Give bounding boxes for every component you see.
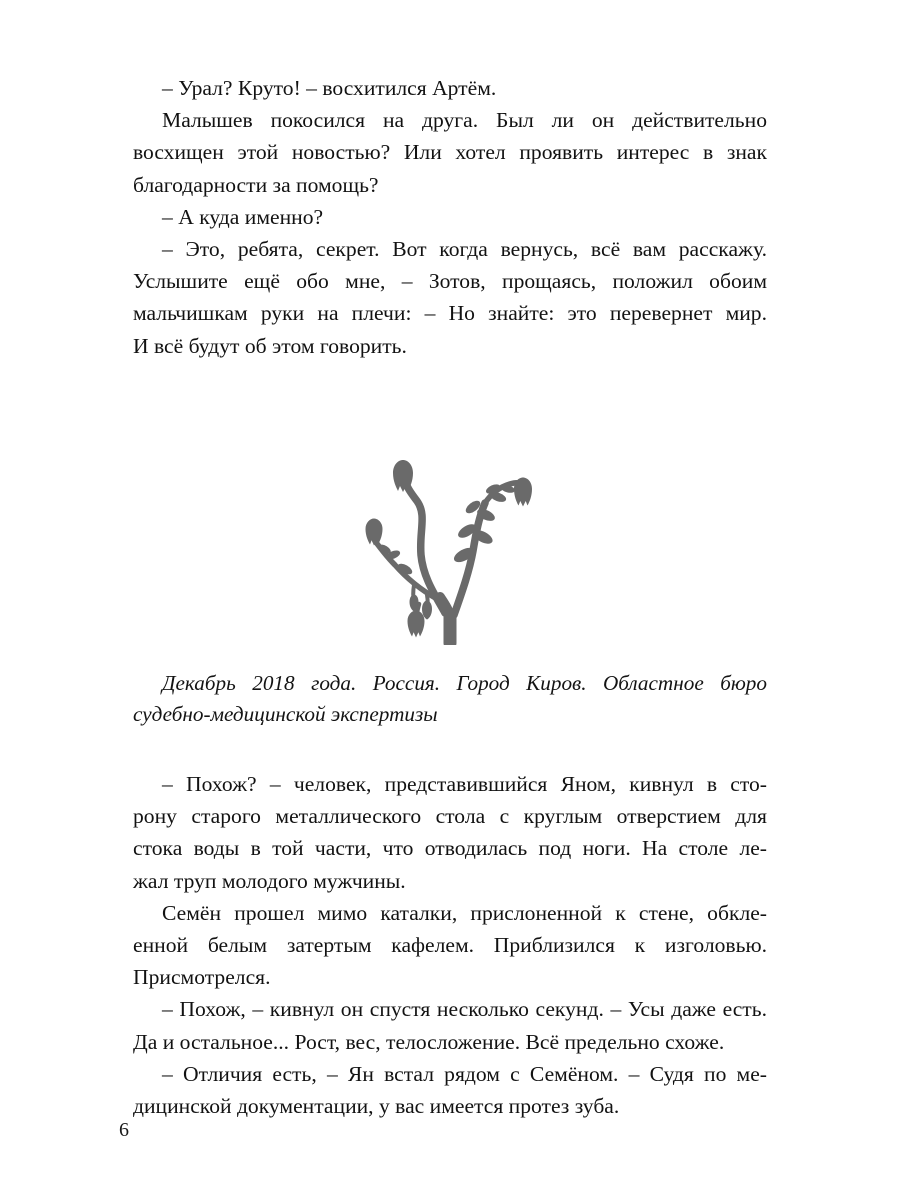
text-line: Семён прошел мимо каталки, прислоненной к стене, обкле-: [162, 900, 767, 925]
bottom-text-block: [133, 768, 767, 1122]
text-line: восхищен этой новостью? Или хотел проявить интерес в знак: [133, 140, 767, 165]
paragraph: [133, 1058, 767, 1122]
paragraph: [133, 768, 767, 897]
section-divider-ornament: [0, 437, 900, 652]
text-line: Услышите ещё обо мне, – Зотов, прощаясь, положил обоим: [133, 269, 767, 294]
text-line: мальчишкам руки на плечи: – Но знайте: это перевернет мир.: [133, 301, 767, 326]
scene-heading: [133, 668, 767, 730]
paragraph: [133, 897, 767, 994]
text-line: И всё будут об этом говорить.: [133, 333, 407, 358]
text-line: стока воды в той части, что отводилась под ноги. На столе ле-: [133, 836, 767, 861]
text-line: – Отличия есть, – Ян встал рядом с Семёном. – Судя по ме-: [162, 1061, 767, 1086]
text-line: – Урал? Круто! – восхитился Артём.: [162, 76, 497, 100]
text-line: Да и остальное... Рост, вес, телосложение. Всё предельно схоже.: [133, 1029, 725, 1054]
page-number: 6: [119, 1119, 129, 1141]
text-line: жал труп молодого мужчины.: [133, 868, 406, 893]
paragraph: [133, 104, 767, 201]
scene-heading-line: судебно-медицинской экспертизы: [133, 702, 438, 726]
text-line: рону старого металлического стола с круглым отверстием для: [133, 804, 767, 829]
text-line: дицинской документации, у вас имеется протез зуба.: [133, 1094, 620, 1119]
top-text-block: [133, 72, 767, 362]
text-line: – Похож, – кивнул он спустя несколько секунд. – Усы даже есть.: [162, 997, 767, 1022]
bellflower-icon: [357, 445, 543, 645]
text-line: благодарности за помощь?: [133, 172, 379, 197]
paragraph: [133, 72, 767, 104]
paragraph: [133, 201, 767, 233]
scene-heading-line: Декабрь 2018 года. Россия. Город Киров. Областное бюро: [162, 671, 767, 695]
text-line: Присмотрелся.: [133, 965, 271, 990]
scene-heading-block: [133, 668, 767, 730]
text-line: – Похож? – человек, представившийся Яном, кивнул в сто-: [162, 772, 767, 796]
paragraph: [133, 233, 767, 362]
text-line: – Это, ребята, секрет. Вот когда вернусь, всё вам расскажу.: [162, 237, 767, 262]
text-line: Малышев покосился на друга. Был ли он действительно: [162, 108, 767, 133]
text-line: – А куда именно?: [162, 204, 324, 229]
text-line: енной белым затертым кафелем. Приблизился к изголовью.: [133, 933, 767, 958]
paragraph: [133, 993, 767, 1057]
